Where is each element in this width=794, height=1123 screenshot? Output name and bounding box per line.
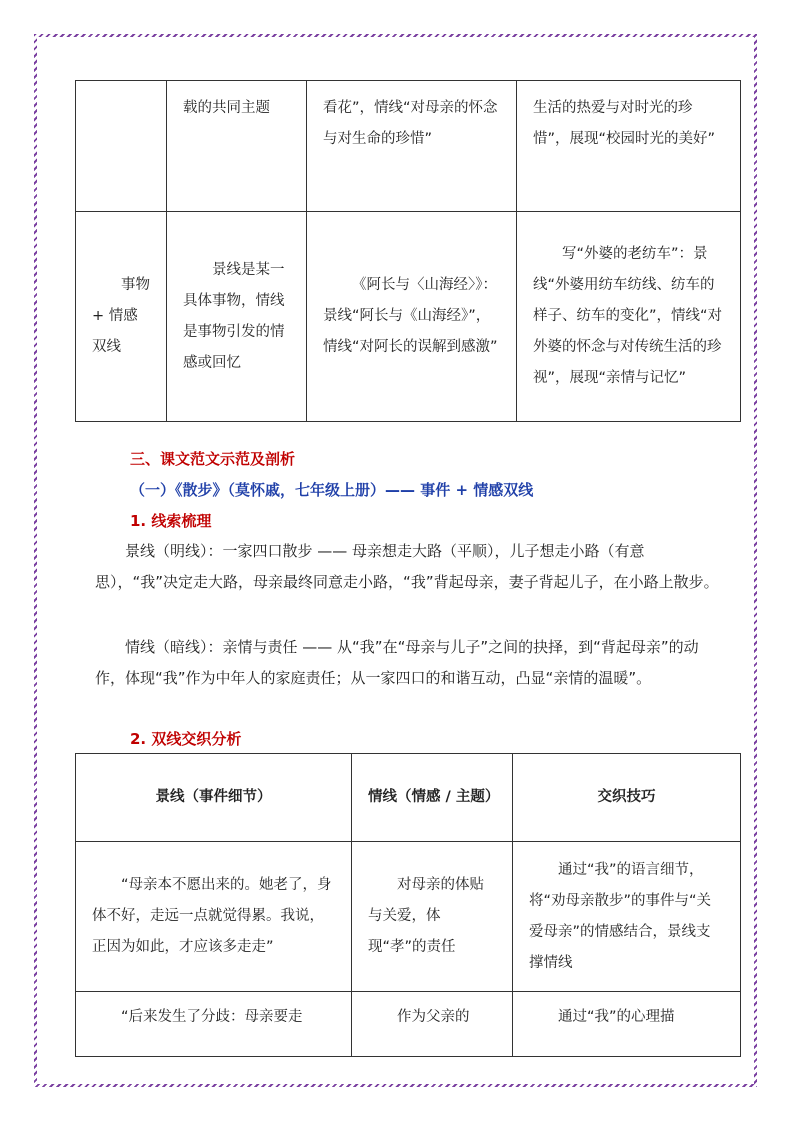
table-cell: “后来发生了分歧：母亲要走 [76,992,352,1057]
table-cell: 看花”，情线“对母亲的怀念与对生命的珍惜” [307,81,517,212]
table-row [76,81,741,212]
table-header-row [76,754,741,842]
table-cell [76,81,167,212]
table-cell: 载的共同主题 [167,81,307,212]
table-cell: 景线是某一具体事物，情线是事物引发的情感或回忆 [167,212,307,422]
point-heading: 2. 双线交织分析 [130,730,242,748]
table-cell: 作为父亲的 [352,992,513,1057]
column-header: 景线（事件细节） [76,754,352,842]
table-cell: 通过“我”的语言细节，将“劝母亲散步”的事件与“关爱母亲”的情感结合，景线支撑情线 [513,842,741,992]
table-row [76,842,741,992]
table-row [76,212,741,422]
table-cell: 《阿长与〈山海经〉》：景线“阿长与《山海经》”，情线“对阿长的误解到感激” [307,212,517,422]
table-cell: 生活的热爱与对时光的珍惜”，展现“校园时光的美好” [517,81,741,212]
table-cell: “母亲本不愿出来的。她老了，身体不好，走远一点就觉得累。我说，正因为如此，才应该多走走” [76,842,352,992]
sub-heading: （一）《散步》（莫怀戚，七年级上册）—— 事件 + 情感双线 [130,481,534,499]
table-row [76,992,741,1057]
table-cell: 对母亲的体贴与关爱，体现“孝”的责任 [352,842,513,992]
section-heading: 三、课文范文示范及剖析 [130,450,296,468]
table-cell: 写“外婆的老纺车”：景线“外婆用纺车纺线、纺车的样子、纺车的变化”，情线“对外婆的怀念与对传统生活的珍视”，展现“亲情与记忆” [517,212,741,422]
paragraph: 情线（暗线）：亲情与责任 —— 从“我”在“母亲与儿子”之间的抉择，到“背起母亲”的动作，体现“我”作为中年人的家庭责任；从一家四口的和谐互动，凸显“亲情的温暖”。 [95,638,699,687]
table-cell: 通过“我”的心理描 [513,992,741,1057]
point-heading: 1. 线索梳理 [130,512,212,530]
column-header: 情线（情感 / 主题） [352,754,513,842]
table-cell: 事物 + 情感双线 [76,212,167,422]
paragraph: 景线（明线）：一家四口散步 —— 母亲想走大路（平顺），儿子想走小路（有意思），“我”决定走大路，母亲最终同意走小路，“我”背起母亲，妻子背起儿子，在小路上散步。 [95,542,719,591]
comparison-table [75,80,741,422]
column-header: 交织技巧 [513,754,741,842]
analysis-table [75,753,741,1057]
